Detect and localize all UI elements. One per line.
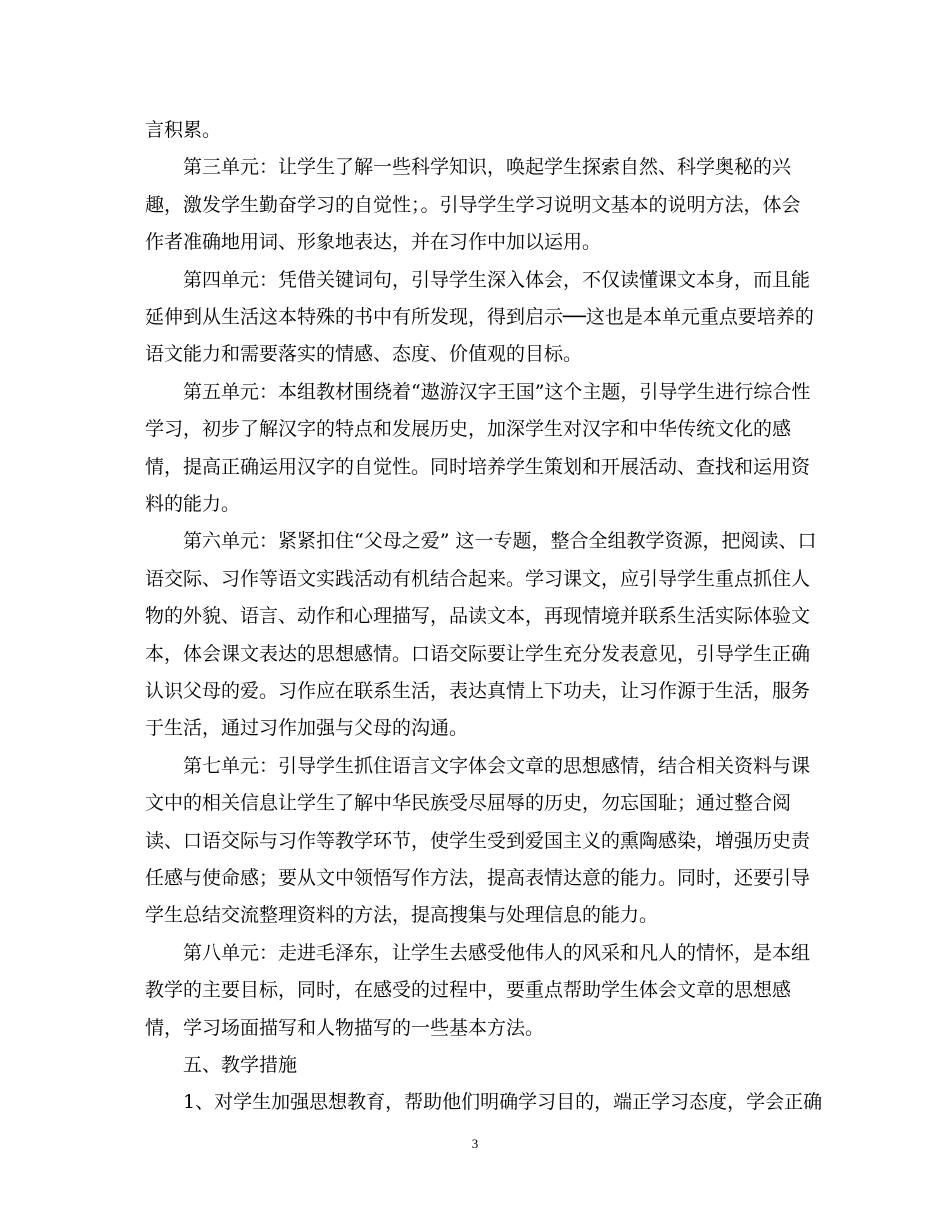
paragraph-line: 物的外貌、语言、动作和心理描写，品读文本，再现情境并联系生活实际体验文	[145, 605, 811, 627]
paragraph-line: 语文能力和需要落实的情感、态度、价值观的目标。	[145, 343, 583, 365]
paragraph-first-line: 第四单元：凭借关键词句，引导学生深入体会，不仅读懂课文本身，而且能	[183, 269, 811, 291]
paragraph-first-line: 第八单元：走进毛泽东，让学生去感受他伟人的风采和凡人的情怀，是本组	[183, 942, 811, 964]
paragraph-line: 情，提高正确运用汉字的自觉性。同时培养学生策划和开展活动、查找和运用资	[145, 456, 811, 478]
paragraph-first-line: 第五单元：本组教材围绕着“遨游汉字王国”这个主题，引导学生进行综合性	[183, 381, 811, 403]
paragraph-line: 言积累。	[145, 119, 222, 141]
paragraph-line: 认识父母的爱。习作应在联系生活，表达真情上下功夫，让习作源于生活，服务	[145, 680, 811, 702]
paragraph-line: 文中的相关信息让学生了解中华民族受尽屈辱的历史，勿忘国耻；通过整合阅	[145, 792, 792, 814]
paragraph-first-line: 第三单元：让学生了解一些科学知识，唤起学生探索自然、科学奥秘的兴	[183, 156, 792, 178]
paragraph-line: 读、口语交际与习作等教学环节，使学生受到爱国主义的熏陶感染，增强历史责	[145, 830, 811, 852]
paragraph-line: 本，体会课文表达的思想感情。口语交际要让学生充分发表意见，引导学生正确	[145, 643, 811, 665]
paragraph-line: 料的能力。	[145, 493, 241, 515]
paragraph-line: 教学的主要目标，同时，在感受的过程中，要重点帮助学生体会文章的思想感	[145, 979, 792, 1001]
paragraph-first-line: 1、对学生加强思想教育，帮助他们明确学习目的，端正学习态度，学会正确	[183, 1091, 823, 1113]
paragraph-first-line: 第六单元：紧紧扣住“父母之爱” 这一专题，整合全组教学资源，把阅读、口	[183, 530, 817, 552]
paragraph-line: 任感与使命感；要从文中领悟写作方法，提高表情达意的能力。同时，还要引导	[145, 867, 811, 889]
paragraph-line: 学生总结交流整理资料的方法，提高搜集与处理信息的能力。	[145, 904, 659, 926]
paragraph-line: 情，学习场面描写和人物描写的一些基本方法。	[145, 1017, 545, 1039]
paragraph-first-line: 第七单元：引导学生抓住语言文字体会文章的思想感情，结合相关资料与课	[183, 755, 811, 777]
paragraph-first-line: 五、教学措施	[183, 1054, 298, 1076]
paragraph-line: 语交际、习作等语文实践活动有机结合起来。学习课文，应引导学生重点抓住人	[145, 568, 811, 590]
paragraph-line: 于生活，通过习作加强与父母的沟通。	[145, 717, 469, 739]
paragraph-line: 作者准确地用词、形象地表达，并在习作中加以运用。	[145, 231, 602, 253]
page-number: 3	[471, 1136, 479, 1151]
paragraph-line: 延伸到从生活这本特殊的书中有所发现，得到启示──这也是本单元重点要培养的	[145, 306, 814, 328]
paragraph-line: 学习，初步了解汉字的特点和发展历史，加深学生对汉字和中华传统文化的感	[145, 418, 792, 440]
paragraph-line: 趣，激发学生勤奋学习的自觉性；。引导学生学习说明文基本的说明方法，体会	[145, 194, 801, 216]
